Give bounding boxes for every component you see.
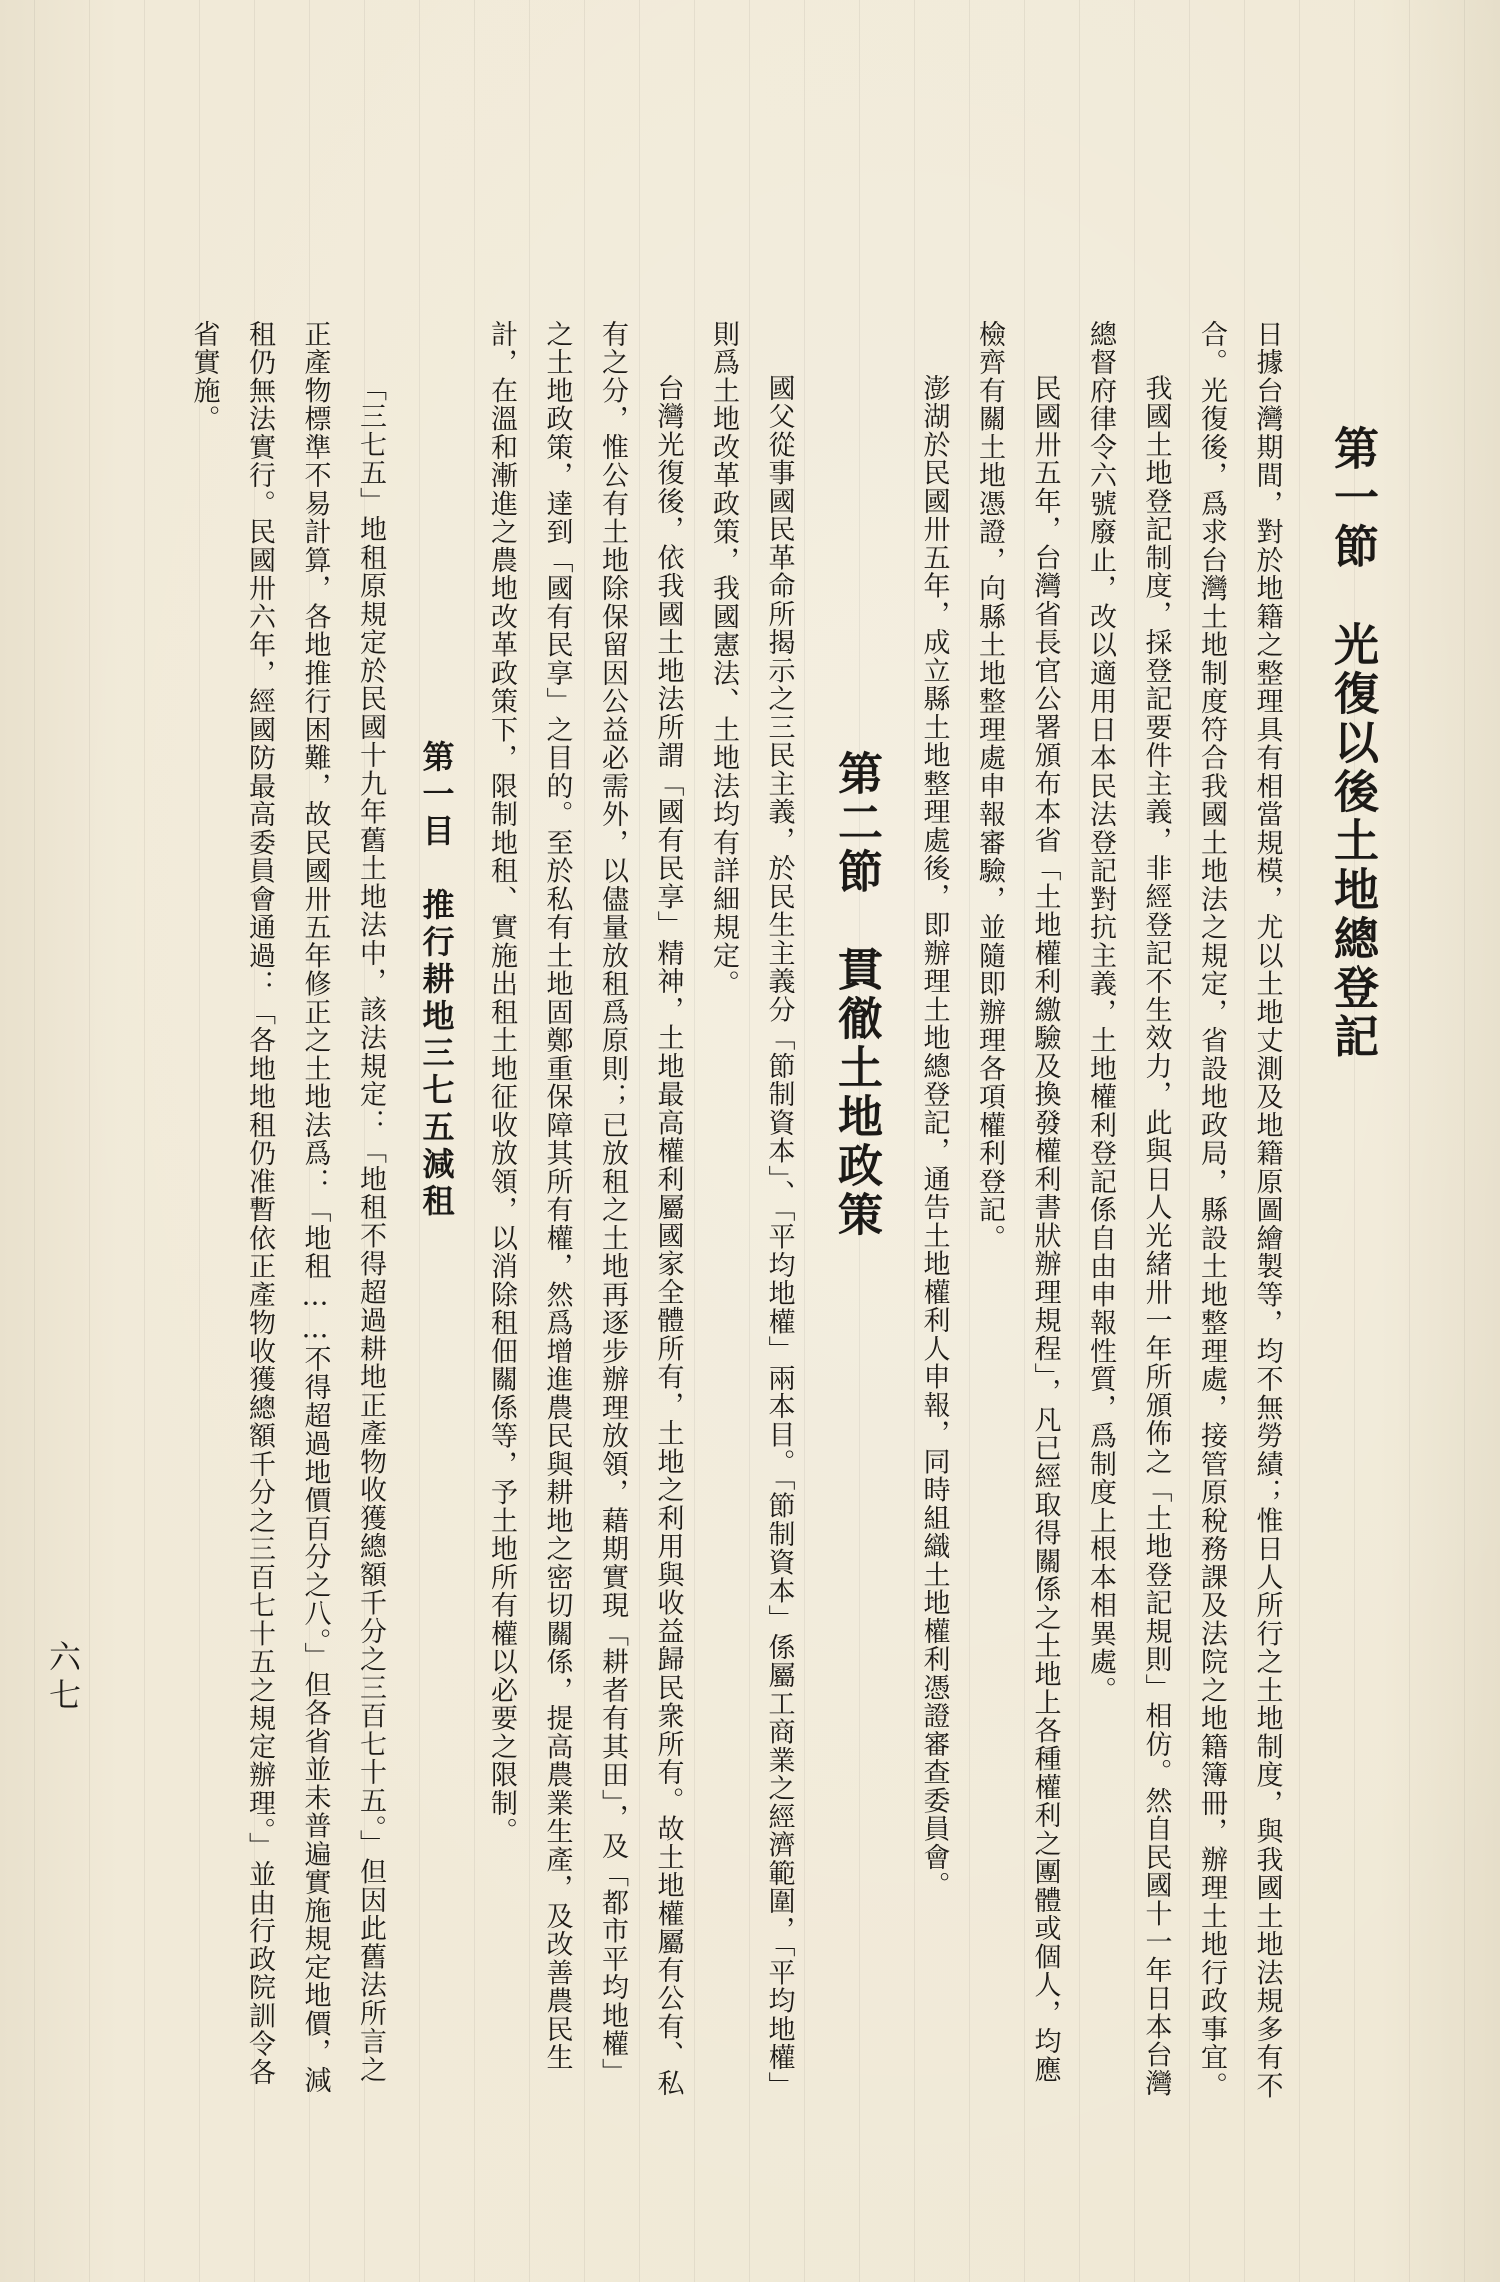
paragraph: 我國土地登記制度，採登記要件主義，非經登記不生效力，此與日人光緒卅一年所頒佈之「土地登記規則」相仿。然自民國十一年日本台灣總督府律令六號廢止，改以適用日本民法登記對抗主義，土地權利登記係自由申報性質，爲制度上根本相異處。 (1085, 320, 1172, 2098)
paragraph: 「三七五」地租原規定於民國十九年舊土地法中，該法規定：「地租不得超過耕地正產物收獲總額千分之三百七十五。」但因此舊法所言之正產物標準不易計算，各地推行困難，故民國卅五年修正之土地法爲：「地租……不得超過地價百分之八。」但各省並未普遍實施規定地價，減租仍無法實行。民國卅六年，經國防最高委員會通過：「各地地租仍准暫依正產物收獲總額千分之三百七十五之規定辦理。」並由行政院訓令各省實施。 (188, 320, 386, 2095)
subsection-heading: 第一目 推行耕地三七五減租 (417, 740, 456, 1221)
paragraph: 民國卅五年，台灣省長官公署頒布本省「土地權利繳驗及換發權利書狀辦理規程」，凡已經取得關係之土地上各種權利之團體或個人，均應檢齊有關土地憑證，向縣土地整理處申報審驗，並隨即辦理各項權利登記。 (974, 320, 1061, 2084)
paragraph: 國父從事國民革命所揭示之三民主義，於民生主義分「節制資本」、「平均地權」兩本目。「節制資本」係屬工商業之經濟範圍，「平均地權」則爲土地改革政策，我國憲法、土地法均有詳細規定。 (708, 320, 795, 2100)
paragraph: 台灣光復後，依我國土地法所謂「國有民享」精神，土地最高權利屬國家全體所有，土地之利用與收益歸民衆所有。故土地權屬有公有、私有之分，惟公有土地除保留因公益必需外，以儘量放租爲原則；已放租之土地再逐步辦理放領，藉期實現「耕者有其田」，及「都市平均地權」之土地政策，達到「國有民享」之目的。至於私有土地固鄭重保障其所有權，然爲增進農民與耕地之密切關係，提高農業生產，及改善農民生計，在溫和漸進之農地改革政策下，限制地租、實施出租土地征收放領，以消除租佃關係等，予土地所有權以必要之限制。 (486, 320, 684, 2098)
section-heading-1: 第一節 光復以後土地總登記 (1326, 425, 1379, 1062)
section-heading-2: 第二節 貫徹土地政策 (830, 750, 883, 1240)
page-number: 六七 (44, 1640, 82, 1716)
paragraph: 日據台灣期間，對於地籍之整理具有相當規模，尤以土地丈測及地籍原圖繪製等，均不無勞績；惟日人所行之土地制度，與我國土地法規多有不合。光復後，爲求台灣土地制度符合我國土地法之規定，省設地政局，縣設土地整理處，接管原稅務課及法院之地籍簿冊，辦理土地行政事宜。 (1196, 320, 1283, 2100)
paragraph: 澎湖於民國卅五年，成立縣土地整理處後，即辦理土地總登記，通告土地權利人申報，同時組織土地權利憑證審查委員會。 (918, 374, 950, 1900)
vertical-text-body (110, 320, 1410, 2100)
